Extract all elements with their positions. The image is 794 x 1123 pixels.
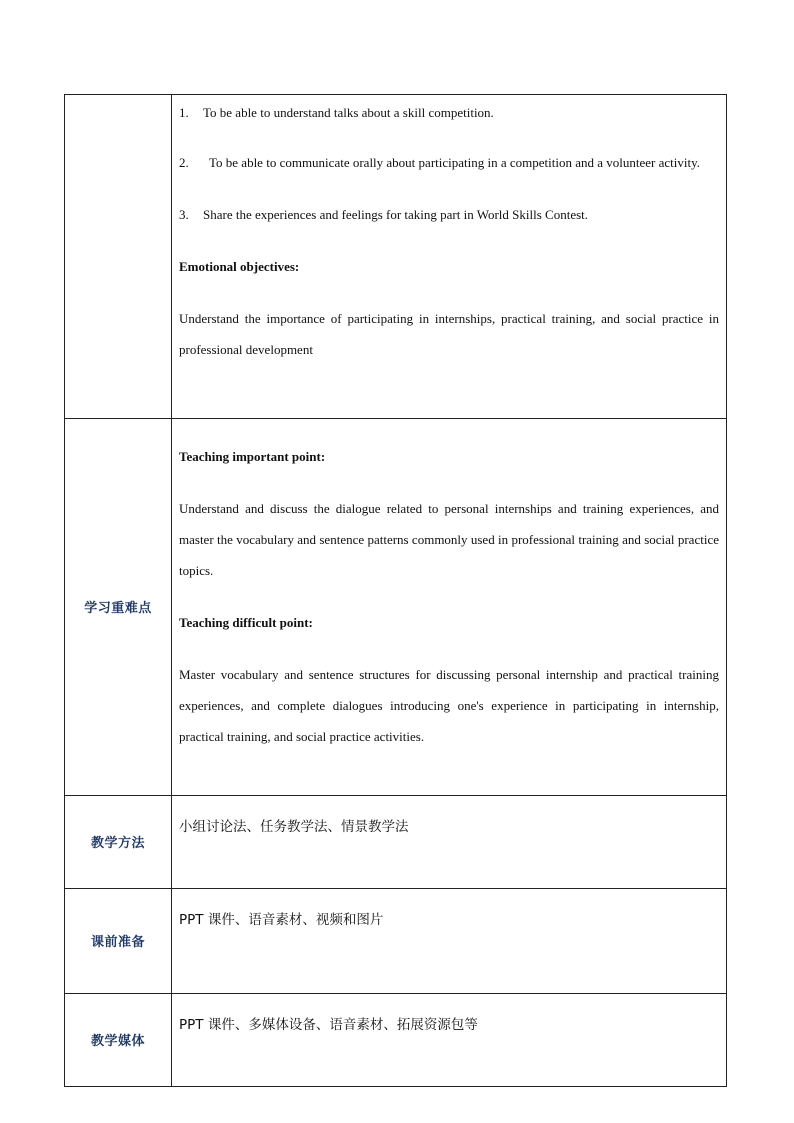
preparation-label: 课前准备 (90, 935, 145, 950)
key-points-row (65, 419, 727, 796)
preparation-content-cell (172, 889, 727, 994)
objectives-row (65, 95, 727, 419)
lesson-plan-table (64, 94, 727, 1087)
objectives-label-cell (65, 95, 172, 419)
preparation-text: PPT 课件、语音素材、视频和图片 (179, 912, 384, 928)
methods-label: 教学方法 (90, 836, 145, 851)
media-label: 教学媒体 (90, 1034, 145, 1049)
key-points-content-cell (172, 419, 727, 796)
objective-item-1 (179, 96, 719, 129)
important-point-text: Understand and discuss the dialogue related to personal internships and training experiences, and master the vocabulary and sentence patterns commonly used in professional training and social practice topics. (179, 501, 719, 578)
objective-item-2 (179, 147, 719, 178)
emotional-objectives-heading: Emotional objectives: (179, 259, 300, 274)
media-label-cell (65, 994, 172, 1087)
methods-text: 小组讨论法、任务教学法、情景教学法 (179, 819, 409, 835)
media-content-cell (172, 994, 727, 1087)
objective-item-2-number: 2. (179, 155, 189, 170)
methods-label-cell (65, 796, 172, 889)
difficult-point-text: Master vocabulary and sentence structures for discussing personal internship and practical training experiences, and complete dialogues introducing one's experience in participating in internship, practical training, and social practice activities. (179, 667, 719, 744)
media-text: PPT 课件、多媒体设备、语音素材、拓展资源包等 (179, 1017, 478, 1033)
objective-item-2-text: To be able to communicate orally about participating in a competition and a volunteer activity. (209, 155, 701, 170)
key-points-label-cell (65, 419, 172, 796)
preparation-label-cell (65, 889, 172, 994)
emotional-objectives-text: Understand the importance of participating in internships, practical training, and social practice in professional development (179, 311, 719, 357)
methods-content-cell (172, 796, 727, 889)
methods-row (65, 796, 727, 889)
objective-item-3 (179, 199, 719, 230)
objective-item-1-text: To be able to understand talks about a skill competition. (203, 105, 494, 120)
objective-item-1-number: 1. (179, 105, 189, 120)
objective-item-3-number: 3. (179, 207, 189, 222)
preparation-row (65, 889, 727, 994)
media-row (65, 994, 727, 1087)
objectives-content-cell (172, 95, 727, 419)
important-point-heading: Teaching important point: (179, 449, 326, 464)
objective-item-3-text: Share the experiences and feelings for taking part in World Skills Contest. (203, 207, 589, 222)
difficult-point-heading: Teaching difficult point: (179, 615, 313, 630)
key-points-label: 学习重难点 (84, 601, 152, 616)
